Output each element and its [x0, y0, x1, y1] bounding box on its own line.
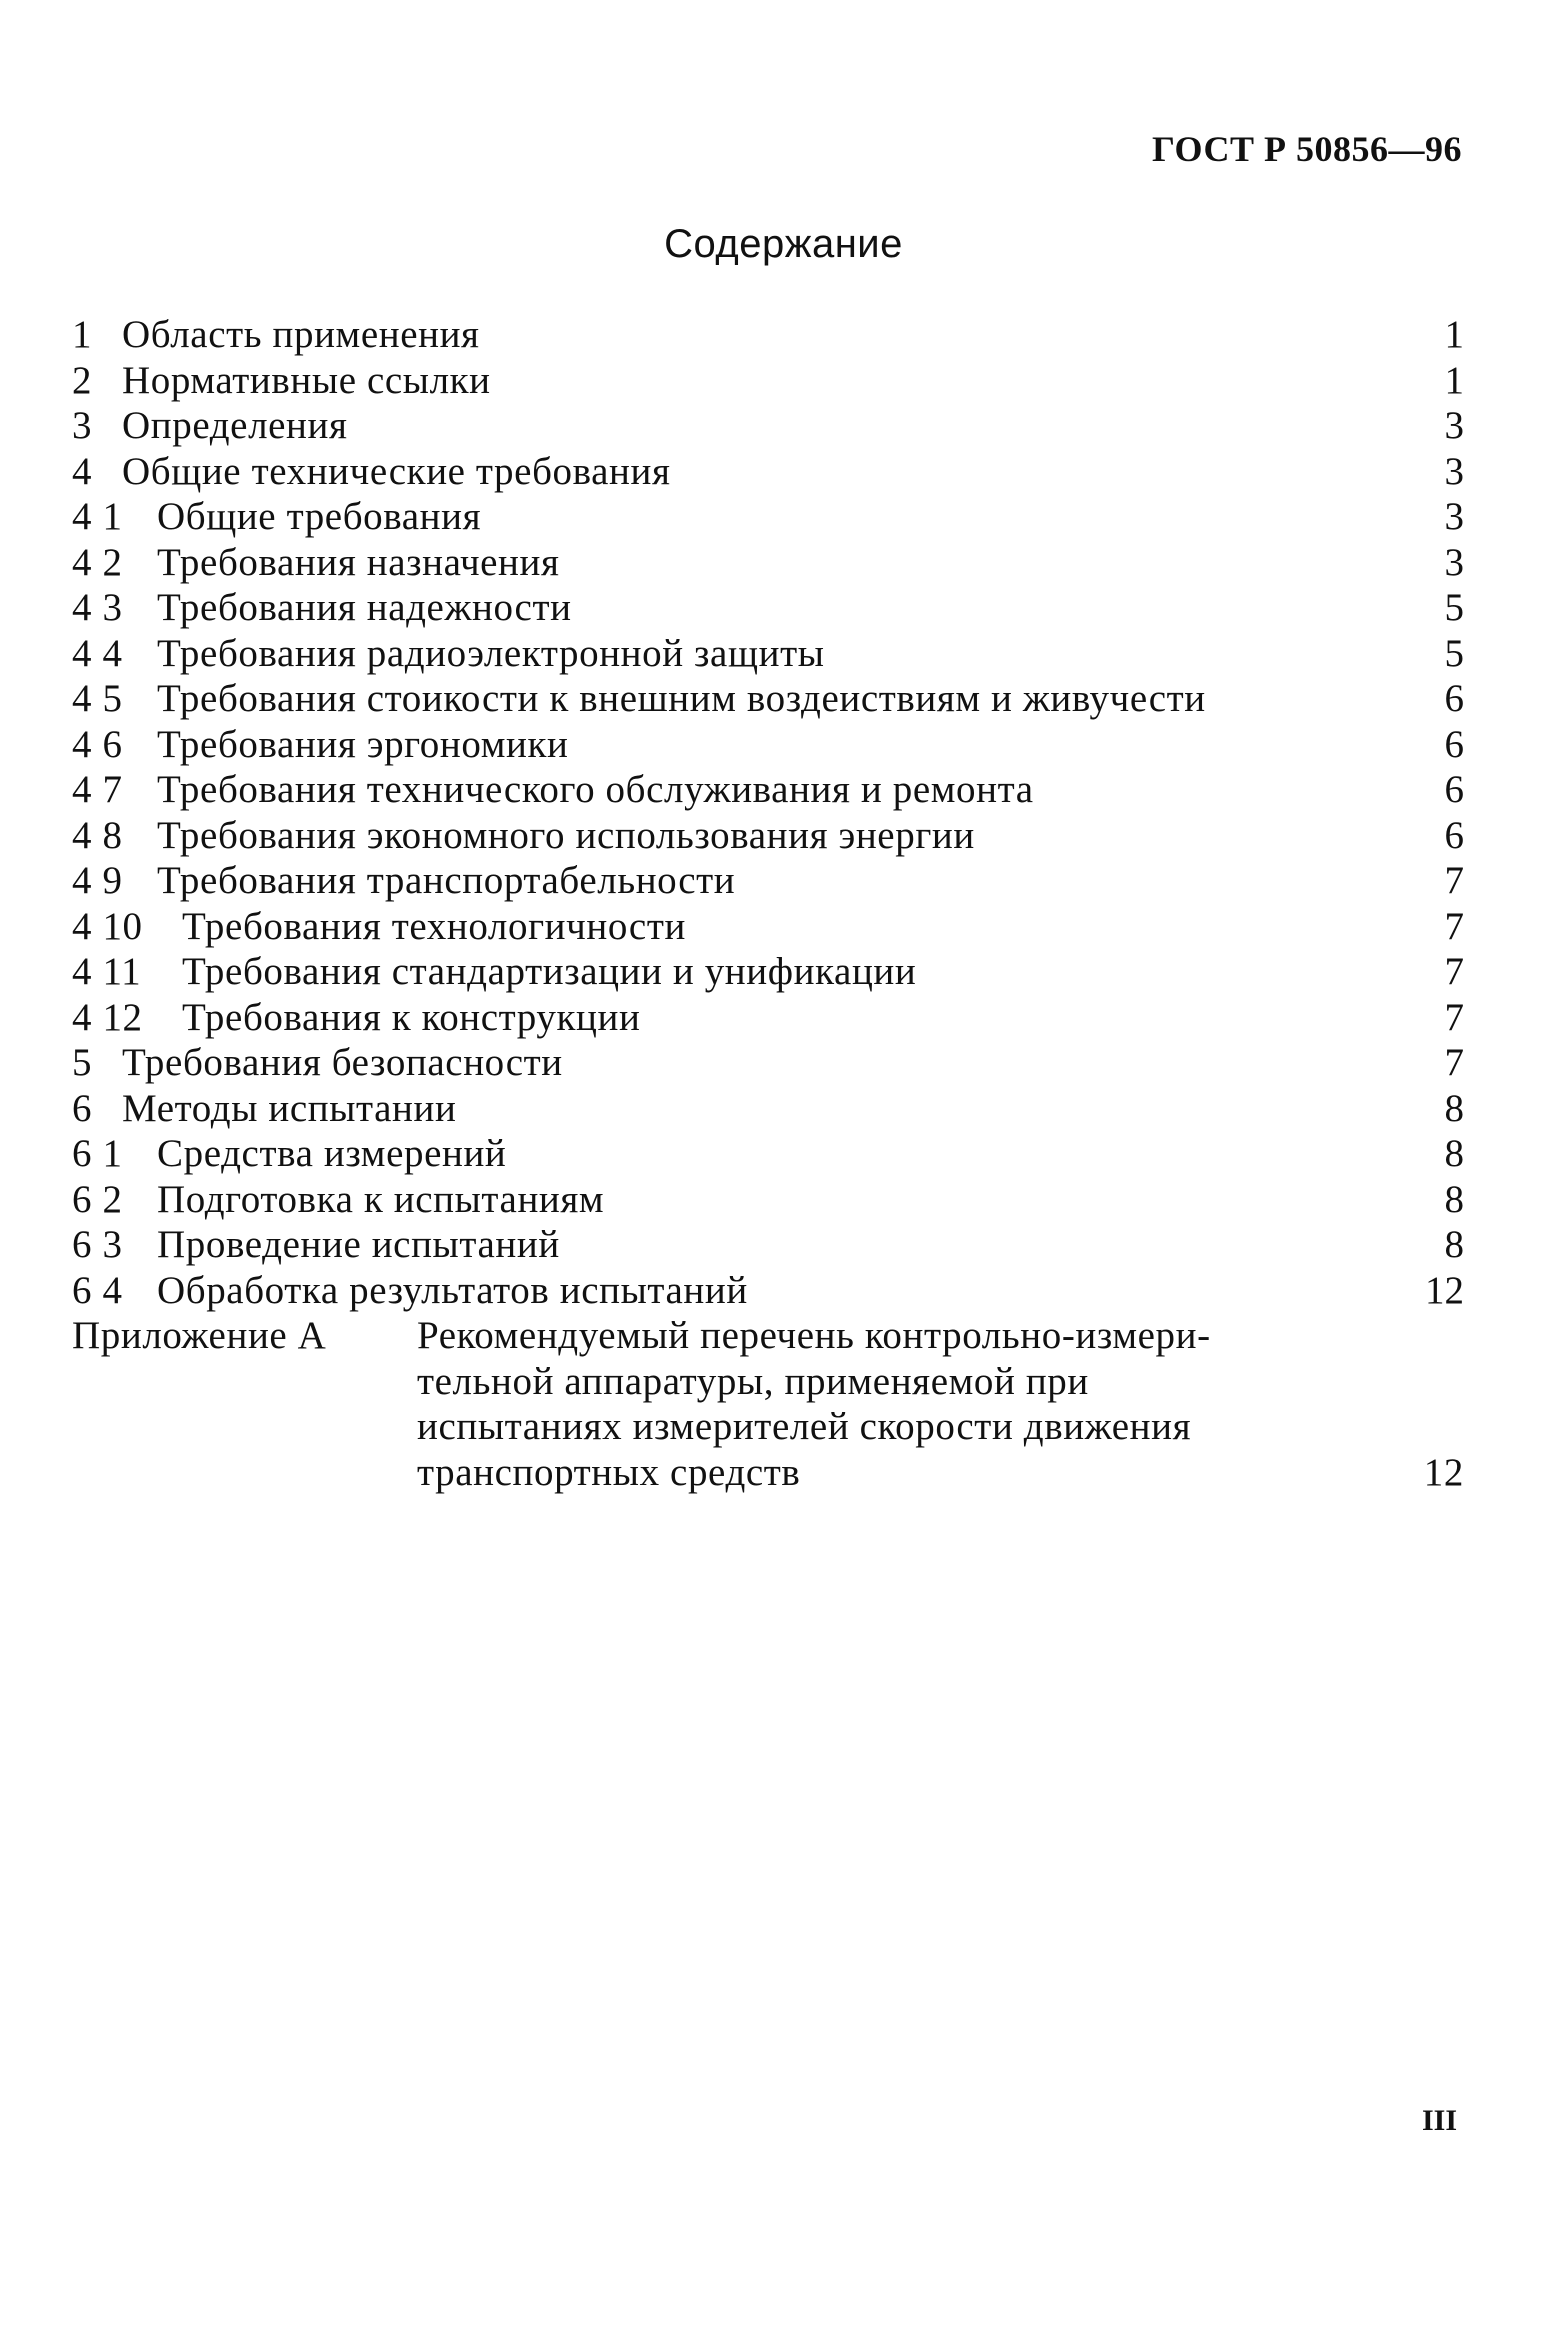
toc-entry[interactable]: [72, 631, 1472, 677]
toc-page-number: 7: [1444, 950, 1464, 993]
toc-entry[interactable]: [72, 403, 1472, 449]
toc-entry[interactable]: [72, 358, 1472, 404]
toc-entry[interactable]: [72, 995, 1472, 1041]
toc-section-title: Общие требования: [157, 495, 482, 538]
toc-page-number: 8: [1444, 1086, 1464, 1130]
toc-entry-heading: [72, 904, 686, 950]
toc-page-number: 7: [1444, 995, 1464, 1039]
toc-entry-heading: [72, 540, 560, 586]
toc-section-number: 4 11: [72, 950, 142, 993]
toc-page-number: 6: [1444, 813, 1464, 857]
toc-entry[interactable]: [72, 1177, 1472, 1223]
toc-section-number: 2: [72, 358, 93, 402]
toc-page-number: 5: [1444, 631, 1464, 675]
toc-page-number: 7: [1444, 904, 1464, 948]
toc-section-title: Средства измерений: [157, 1132, 507, 1175]
toc-page-number: 3: [1444, 404, 1464, 447]
toc-section-title: Подготовка к испытаниям: [157, 1177, 605, 1221]
toc-entry-heading: [72, 1222, 560, 1268]
toc-section-number: 4 6: [72, 722, 123, 766]
toc-section-number: 3: [72, 404, 93, 447]
toc-section-title: Требования радиоэлектронной защиты: [157, 631, 825, 675]
appendix-title-line: Рекомендуемый перечень контрольно-измери-: [417, 1314, 1211, 1357]
toc-section-number: 4 1: [72, 495, 123, 538]
toc-entry[interactable]: [72, 494, 1472, 540]
appendix-title-line: испытаниях измерителей скорости движения: [417, 1405, 1192, 1448]
toc-page-number: 1: [1444, 313, 1464, 356]
toc-page-number: 3: [1444, 495, 1464, 538]
toc-section-number: 6 4: [72, 1268, 123, 1312]
toc-section-title: Область применения: [122, 313, 480, 356]
toc-page-number: 7: [1444, 1041, 1464, 1084]
toc-entry[interactable]: [72, 449, 1472, 495]
toc-section-title: Методы испытании: [122, 1086, 457, 1130]
appendix-title: [417, 1313, 1472, 1495]
toc-entry-heading: [72, 995, 640, 1041]
toc-entry[interactable]: [72, 722, 1472, 768]
page-title-text: Содержание: [664, 222, 903, 266]
toc-section-title: Требования назначения: [157, 540, 560, 584]
toc-entry-heading: [72, 1131, 506, 1177]
toc-entry-heading: [72, 722, 569, 768]
toc-section-title: Проведение испытаний: [157, 1223, 560, 1266]
toc-entry[interactable]: [72, 585, 1472, 631]
toc-section-title: Определения: [122, 404, 348, 447]
toc-entry-heading: [72, 403, 348, 449]
toc-entry-heading: [72, 585, 572, 631]
appendix-title-line: транспортных средств: [417, 1450, 801, 1494]
toc-section-number: 6 2: [72, 1177, 123, 1221]
page-number: III: [1421, 2104, 1457, 2137]
toc-section-number: 6: [72, 1086, 93, 1130]
toc-entry[interactable]: [72, 1268, 1472, 1314]
toc-section-number: 1: [72, 313, 93, 356]
toc-section-number: 4 2: [72, 540, 123, 584]
toc-section-title: Требования безопасности: [122, 1041, 563, 1084]
toc-page-number: 8: [1444, 1132, 1464, 1175]
toc-page-number: 7: [1444, 859, 1464, 902]
toc-entry[interactable]: [72, 312, 1472, 358]
toc-entry-heading: [72, 1086, 456, 1132]
appendix-title-line: тельной аппаратуры, применяемой при: [417, 1359, 1089, 1403]
toc-entry-heading: [72, 312, 480, 358]
toc-entry[interactable]: [72, 858, 1472, 904]
toc-section-number: 4 10: [72, 904, 143, 948]
toc-appendix-entry[interactable]: [72, 1313, 1472, 1495]
toc-page-number: 3: [1444, 540, 1464, 584]
toc-section-number: 4 3: [72, 586, 123, 629]
toc-entry[interactable]: [72, 540, 1472, 586]
toc-entry[interactable]: [72, 813, 1472, 859]
toc-section-number: 4 12: [72, 995, 143, 1039]
toc-section-title: Требования технологичности: [182, 904, 686, 948]
toc-section-number: 6 3: [72, 1223, 123, 1266]
toc-entry[interactable]: [72, 1040, 1472, 1086]
toc-section-title: Общие технические требования: [122, 449, 671, 493]
toc-page-number: 8: [1444, 1223, 1464, 1266]
toc-page-number: 6: [1444, 722, 1464, 766]
toc-entry-heading: [72, 449, 671, 495]
toc-entry-heading: [72, 358, 491, 404]
toc-entry[interactable]: [72, 767, 1472, 813]
toc-page-number: 6: [1444, 768, 1464, 811]
toc-entries: [72, 312, 1472, 1313]
toc-section-number: 4 8: [72, 813, 123, 857]
toc-page-number: 8: [1444, 1177, 1464, 1221]
toc-section-title: Нормативные ссылки: [122, 358, 491, 402]
toc-page-number: 3: [1444, 449, 1464, 493]
toc-entry-heading: [72, 494, 481, 540]
appendix-title-last-line: [417, 1450, 1472, 1496]
toc-page-number: 12: [1425, 1268, 1464, 1312]
toc-section-number: 4: [72, 449, 93, 493]
toc-section-title: Требования надежности: [157, 586, 572, 629]
toc-section-number: 4 7: [72, 768, 123, 811]
toc-section-title: Обработка результатов испытаний: [157, 1268, 748, 1312]
toc-entry-heading: [72, 858, 735, 904]
toc-section-title: Требования экономного использования энергии: [157, 813, 975, 857]
toc-page-number: 6: [1444, 677, 1464, 720]
toc-section-title: Требования эргономики: [157, 722, 569, 766]
toc-page-number: 1: [1444, 358, 1464, 402]
toc-entry-heading: [72, 1177, 604, 1223]
toc-section-number: 4 5: [72, 677, 123, 720]
toc-section-number: 6 1: [72, 1132, 123, 1175]
toc-entry[interactable]: [72, 904, 1472, 950]
toc-entry[interactable]: [72, 1086, 1472, 1132]
toc-entry[interactable]: [72, 949, 1472, 995]
toc-entry-heading: [72, 813, 975, 859]
table-of-contents: [72, 312, 1472, 1495]
appendix-label: Приложение А: [72, 1314, 327, 1357]
appendix-page-number: 12: [1423, 1450, 1464, 1494]
toc-entry[interactable]: [72, 676, 1472, 722]
toc-entry-heading: [72, 676, 1206, 722]
toc-entry-heading: [72, 949, 916, 995]
toc-entry-heading: [72, 1040, 563, 1086]
toc-entry-heading: [72, 631, 825, 677]
page-title: [0, 222, 1547, 267]
toc-section-title: Требования технического обслуживания и ремонта: [157, 768, 1034, 811]
toc-section-title: Требования стандартизации и унификации: [182, 950, 917, 993]
toc-section-title: Требования к конструкции: [182, 995, 641, 1039]
toc-entry-heading: [72, 1268, 748, 1314]
toc-page-number: 5: [1444, 586, 1464, 629]
toc-section-number: 5: [72, 1041, 93, 1084]
toc-section-number: 4 9: [72, 859, 123, 902]
toc-section-title: Требования стоикости к внешним воздеиствиям и живучести: [157, 677, 1206, 720]
toc-section-number: 4 4: [72, 631, 123, 675]
toc-section-title: Требования транспортабельности: [157, 859, 736, 902]
toc-entry-heading: [72, 767, 1034, 813]
toc-entry[interactable]: [72, 1131, 1472, 1177]
document-code: ГОСТ Р 50856—96: [1152, 129, 1462, 169]
toc-entry[interactable]: [72, 1222, 1472, 1268]
